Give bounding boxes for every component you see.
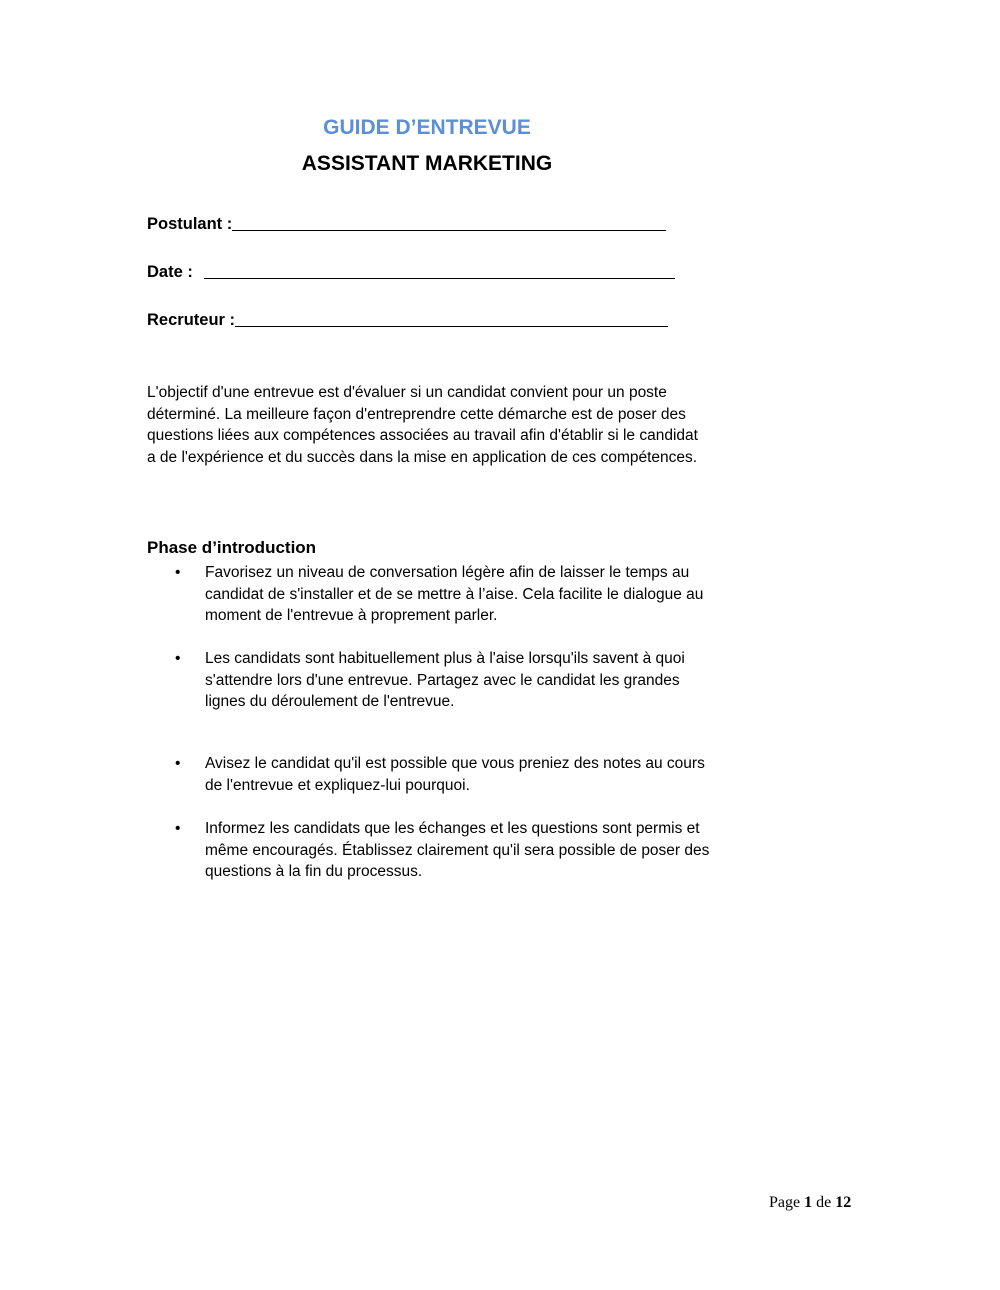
field-postulant — [147, 214, 666, 234]
list-item-text: Favorisez un niveau de conversation légère afin de laisser le temps au candidat de s'installer et de se mettre à l’aise. Cela facilite le dialogue au moment de l'entrevue à proprement parler. — [205, 564, 704, 625]
list-item-text: Informez les candidats que les échanges et les questions sont permis et même encouragés. Établissez clairement qu'il sera possible de poser des questions à la fin du processus. — [205, 820, 710, 881]
document-title: GUIDE D’ENTREVUE — [323, 116, 531, 139]
date-input-line[interactable] — [204, 262, 675, 279]
total-pages: 12 — [835, 1194, 852, 1211]
current-page: 1 — [804, 1194, 813, 1211]
recruteur-input-line[interactable] — [235, 310, 668, 327]
field-label: Date : — [147, 263, 193, 281]
field-label: Recruteur : — [147, 311, 236, 329]
bullet-icon: • — [175, 650, 181, 667]
postulant-input-line[interactable] — [232, 214, 666, 231]
field-recruteur — [147, 310, 668, 330]
document-subtitle: ASSISTANT MARKETING — [301, 152, 553, 175]
list-item-text: Avisez le candidat qu'il est possible que vous preniez des notes au cours de l'entrevue et expliquez-lui pourquoi. — [205, 755, 705, 794]
field-label: Postulant : — [147, 215, 233, 233]
bullet-icon: • — [175, 564, 181, 581]
intro-paragraph: L'objectif d'une entrevue est d'évaluer si un candidat convient pour un poste déterminé. La meilleure façon d'entreprendre cette démarche est de poser des questions liées aux compétences associées au travail afin d'établir si le candidat a de l'expérience et du succès dans la mise en application de ces compétences. — [147, 384, 698, 466]
list-item-text: Les candidats sont habituellement plus à l'aise lorsqu'ils savent à quoi s'attendre lors d'une entrevue. Partagez avec le candidat les grandes lignes du déroulement de l'entrevue. — [205, 650, 685, 711]
of-word: de — [816, 1194, 832, 1211]
page-number — [769, 1194, 851, 1212]
field-date — [147, 262, 675, 282]
bullet-icon: • — [175, 820, 181, 837]
section-heading: Phase d’introduction — [147, 538, 317, 557]
bullet-icon: • — [175, 755, 181, 772]
page-word: Page — [769, 1194, 801, 1211]
